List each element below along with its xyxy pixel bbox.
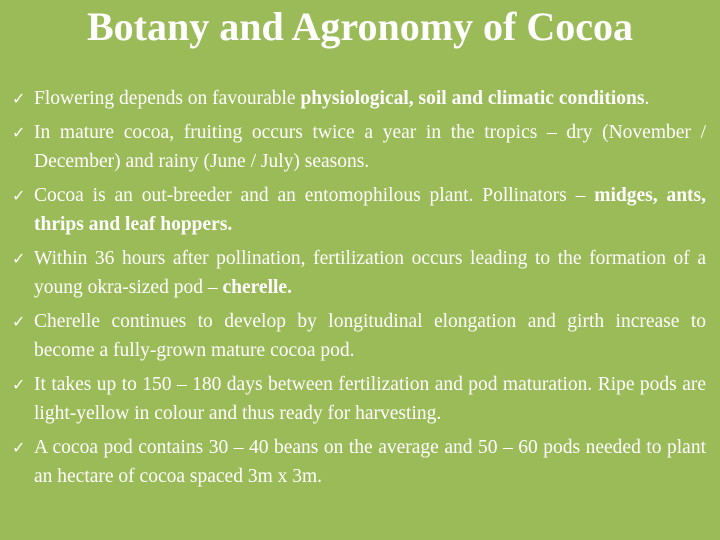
- bullet-item: [12, 370, 706, 428]
- bullet-text: Cherelle continues to develop by longitudinal elongation and girth increase to become a fully-grown mature cocoa pod.: [34, 311, 706, 361]
- bullet-text: Within 36 hours after pollination, fertilization occurs leading to the formation of a young okra-sized pod –: [34, 248, 706, 298]
- bullet-text: Flowering depends on favourable: [34, 88, 301, 109]
- bullet-list: [12, 84, 706, 496]
- check-icon: ✓: [12, 438, 26, 457]
- check-icon: ✓: [12, 123, 26, 142]
- check-icon: ✓: [12, 89, 26, 108]
- check-icon: ✓: [12, 312, 26, 331]
- bullet-item: [12, 244, 706, 302]
- bullet-text: Cocoa is an out-breeder and an entomophilous plant. Pollinators –: [34, 185, 595, 206]
- bullet-text: It takes up to 150 – 180 days between fertilization and pod maturation. Ripe pods are light-yellow in colour and thus ready for harvesting.: [34, 374, 706, 424]
- bullet-emphasis: midges, ants, thrips and leaf hoppers.: [34, 185, 706, 235]
- bullet-item: [12, 118, 706, 176]
- check-icon: ✓: [12, 186, 26, 205]
- slide-title: Botany and Agronomy of Cocoa: [87, 4, 633, 49]
- bullet-emphasis: physiological, soil and climatic conditions: [300, 88, 645, 109]
- bullet-text: In mature cocoa, fruiting occurs twice a year in the tropics – dry (November / December) and rainy (June / July) seasons.: [34, 122, 706, 172]
- bullet-emphasis: cherelle.: [222, 277, 292, 298]
- bullet-item: [12, 84, 706, 113]
- bullet-item: [12, 307, 706, 365]
- bullet-item: [12, 181, 706, 239]
- bullet-item: [12, 433, 706, 491]
- bullet-text: .: [644, 88, 650, 109]
- check-icon: ✓: [12, 249, 26, 268]
- bullet-text: A cocoa pod contains 30 – 40 beans on the average and 50 – 60 pods needed to plant an hectare of cocoa spaced 3m x 3m.: [34, 437, 706, 487]
- check-icon: ✓: [12, 375, 26, 394]
